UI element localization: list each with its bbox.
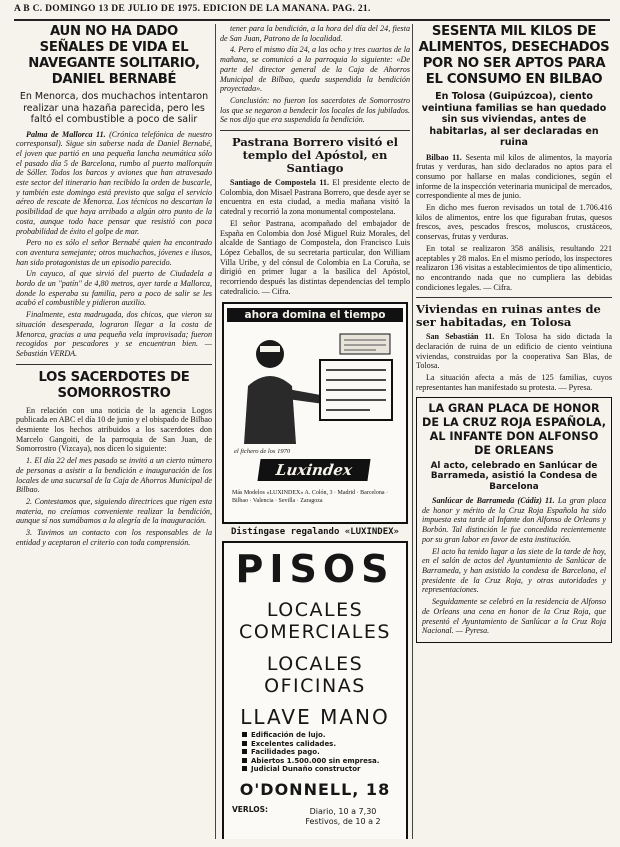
article-paragraph: En relación con una noticia de la agencia Logos publicada en ABC el día 10 de junio y el obispado de Bilbao desmiente los hechos atribuidos a los sacerdotes don Marcelo Gangoiti, de la parroquia de San Juan, de Somorrostro (Vizcaya), nos dicen lo siguiente: [16,405,212,454]
ad-pisos-line: COMERCIALES [239,621,391,644]
bullet-square-icon [242,749,247,754]
bullet-square-icon [242,741,247,746]
article-headline: AÚN NO HA DADO SEÑALES DE VIDA EL NAVEGANTE SOLITARIO, DANIEL BERNABÉ [28,24,200,87]
article-paragraph: San Sebastián 11. En Tolosa ha sido dictada la declaración de ruina de un edificio de ciento veintiuna viviendas, construidas por la cooperativa San Blas, de Tolosa. [416,332,612,371]
bullet-square-icon [242,758,247,763]
article-subtitle: En Menorca, dos muchachos intentaron realizar una hazaña parecida, pero les faltó el combustible a poco de salir [19,91,209,125]
ad-pisos-hours: Diario, 10 a 7,30 Festivos, de 10 a 2 [305,807,381,827]
article-dateline: Bilbao 11. [426,152,462,162]
bullet-square-icon [242,732,247,737]
article-sacerdotes [16,370,212,548]
article-subtitle: Al acto, celebrado en Sanlúcar de Barrameda, asistió la Condesa de Barcelona [430,460,598,492]
article-divider [220,130,410,131]
column-divider-2 [412,24,413,839]
article-divider [16,364,212,365]
list-item: Edificación de lujo. [242,731,406,739]
article-paragraph: 3. Tuvimos un contacto con los responsables de la entidad y aceptaron el criterio con toda comprensión. [16,528,212,547]
article-navegante [16,24,212,359]
article-dateline: Palma de Mallorca 11. [26,129,106,139]
column-2 [220,24,410,839]
ad-pisos-features [242,731,406,773]
header-rule [14,19,610,21]
article-paragraph: 4. Pero el mismo día 24, a las ocho y tres cuartos de la mañana, se comunicó a la parroquia lo siguiente: «De parte del director general de la Caja de Ahorros Municipal de Bilbao, queda suspendida la bendición proyectada». [220,45,410,94]
article-sacerdotes-continued [220,24,410,125]
article-dateline: Santiago de Compostela 11. [230,178,329,188]
man-with-file-illustration [230,326,402,444]
article-paragraph: Palma de Mallorca 11. (Crónica telefónica de nuestro corresponsal). Sigue sin saberse nada de Daniel Bernabé, el joven que partió en una pequeña lancha neumática sólo el pasado día 5 de Barcelona, rumbo al puerto mallorquín de Sóller. Todos los barcos y aviones que han atravesado este sector del itinerario han recibido la orden de buscarle, y también este domingo está previsto que salga el servicio aéreo de rescate de Menorca. Los técnicos no descartan la posibilidad de que haya arribado a algún otro punto de la costa, aunque todo hace pensar que resistió con poca probabilidad de éxito el golpe de mar. [16,129,212,236]
ad-pisos-llave-mano: LLAVE MANO [240,705,390,730]
ad-slogan: Distíngase regalando «LUXINDEX» [231,527,399,538]
ad-pisos-title: PISOS [235,547,395,592]
column-3 [416,24,612,839]
article-headline: Pastrana Borrero visitó el templo del Apóstol, en Santiago [231,135,399,176]
list-item: Judicial Dunaño constructor [242,765,406,773]
article-paragraph: Santiago de Compostela 11. El presidente electo de Colombia, don Misael Pastrana Borrero, que desde ayer se encuentra en esta ciudad, a media mañana visitó la catedral y recorrió la zona monumental compostelana. [220,178,410,217]
advertisement-luxindex [222,302,408,524]
article-alimentos [416,24,612,292]
article-headline: SESENTA MIL KILOS DE ALIMENTOS, DESECHADOS POR NO SER APTOS PARA EL CONSUMO EN BILBAO [418,24,610,87]
article-paragraph: El acto ha tenido lugar a las siete de la tarde de hoy, en el salón de actos del Ayuntamiento de Sanlúcar de Barrameda, y han asistido la condesa de Barcelona, el presidente de la Cruz Roja, y otras autoridades y representaciones. [422,546,606,595]
ad-pisos-line: OFICINAS [264,675,366,698]
article-paragraph: El señor Pastrana, acompañado del embajador de España en Colombia don José Miguel Ruiz Morales, del alcalde de Santiago de Compostela, don Francisco Luis López Ceballos, de su secretaria particular, don William Villa Uribe, y del cónsul de Colombia en La Coruña, se dirigió en primer lugar a la basílica del Apóstol, recorriendo después las distintas dependencias del templo catedralicio. — Cifra. [220,218,410,296]
list-item: Facilidades pago. [242,748,406,756]
ad-fine-print: Más Modelos «LUXINDEX» A. Colón, 3 · Madrid · Barcelona · Bilbao · Valencia · Sevilla · Zaragoza [232,490,388,504]
ad-pisos-address: O'DONNELL, 18 [239,779,391,799]
article-paragraph: Seguidamente se celebró en la residencia de Alfonso de Orleans una cena en honor de la Cruz Roja, que presentó el Ayuntamiento de Sanlúcar a la Cruz Roja Nacional. — Pyresa. [422,597,606,636]
bullet-square-icon [242,766,247,771]
advertisement-pisos [222,541,408,839]
article-dateline: San Sebastián 11. [426,332,495,342]
ad-pisos-line: LOCALES [266,599,364,622]
article-paragraph: En dicho mes fueron revisados un total de 1.706.416 kilos de alimentos, entre los que figuraban frutas, quesos frescos, aves, pescados frescos, moluscos, crustáceos, conservas, frutas y verduras. [416,203,612,242]
article-headline: Viviendas en ruinas antes de ser habitadas, en Tolosa [416,302,601,330]
article-paragraph: La situación afecta a más de 125 familias, cuyos representantes han manifestado su protesta. — Pyresa. [416,373,612,392]
ad-pisos-visit-label: VERLOS: [232,805,268,815]
list-item: Excelentes calidades. [242,740,406,748]
article-subtitle: En Tolosa (Guipúzcoa), ciento veintiuna familias se han quedado sin sus viviendas, antes de habitarlas, al ser declaradas en ruina [421,91,607,148]
article-paragraph: Conclusión: no fueron los sacerdotes de Somorrostro los que se negaron a bendecir los locales de los jubilados. Se nos dijo que era suspendida la bendición. [220,95,410,125]
ad-banner: ahora domina el tiempo [227,308,403,322]
article-paragraph: 2. Contestamos que, siguiendo directrices que rigen esta materia, no creíamos conveniente realizar la bendición, aunque sí nos sumábamos a la alegría de la inauguración. [16,497,212,526]
article-paragraph: Sanlúcar de Barrameda (Cádiz) 11. La gran placa de honor y mérito de la Cruz Roja Española ha sido impuesta esta tarde al Infante don Alfonso de Orleans y Borbón. Tal distinción le fue concedida recientemente por su gran labor en favor de esta institución. [422,496,607,544]
article-paragraph: Bilbao 11. Sesenta mil kilos de alimentos, la mayoría frutas y verduras, han sido declarados no aptos para el consumo por hallarse en malas condiciones, según el informe de la inspección veterinaria municipal de mercados, correspondiente al mes de junio. [416,152,612,201]
ad-pisos-line: LOCALES [266,653,364,676]
list-item: Abiertos 1.500.000 sin empresa. [242,757,406,765]
column-divider-1 [215,24,216,839]
article-headline: LA GRAN PLACA DE HONOR DE LA CRUZ ROJA ESPAÑOLA, AL INFANTE DON ALFONSO DE ORLEANS [422,401,606,457]
article-paragraph: Un cayuco, al que sirvió del puerto de Ciudadela a bordo de un "patín" de 4,80 metros, ayer tarde a Mallorca, donde lo esperaba su familia, pero a poco de salir se les acabó el combustible y pidieron auxilio. [16,269,212,308]
article-paragraph: Finalmente, esta madrugada, dos chicos, que vieron su situación desesperada, lograron llegar a la costa de Menorca, gracias a una pequeña vela improvisada; fueron recogidos por pescadores y se encuentran bien. — Sebastián VERDA. [16,310,212,358]
article-paragraph: Pero no es sólo el señor Bernabé quien ha encontrado con aventura semejante; otros muchachos, jóvenes e ilusos, han sido protagonistas de un episodio parecido. [16,238,212,267]
page-header: A B C. DOMINGO 13 DE JULIO DE 1975. EDICION DE LA MAÑANA. PAG. 21. [14,4,371,14]
article-pastrana [220,136,410,296]
article-headline: LOS SACERDOTES DE SOMORROSTRO [38,369,190,401]
article-paragraph: En total se realizaron 358 análisis, resultando 221 aceptables y 28 malos. En el mismo período, los inspectores realizaron 136 visitas a establecimientos de tipo alimenticio, no encontrando nada que no cumpliera las debidas condiciones legales. — Cifra. [416,243,612,292]
luxindex-logo: Luxindex [257,459,370,481]
column-1 [16,24,212,839]
article-cruz-roja-box [416,397,612,643]
article-dateline: Sanlúcar de Barrameda (Cádiz) 11. [432,496,555,506]
article-tolosa [416,303,612,392]
ad-caption: el fichero de los 1970 [234,448,291,456]
article-divider [416,297,612,298]
article-paragraph: tener para la bendición, a la hora del día del 24, fiesta de San Juan, Patrono de la localidad. [220,24,410,43]
article-paragraph: 1. El día 22 del mes pasado se invitó a un cierto número de personas a asistir a la bendición e inauguración de los locales de una sucursal de la Caja de Ahorros Municipal de Bilbao. [16,456,212,495]
